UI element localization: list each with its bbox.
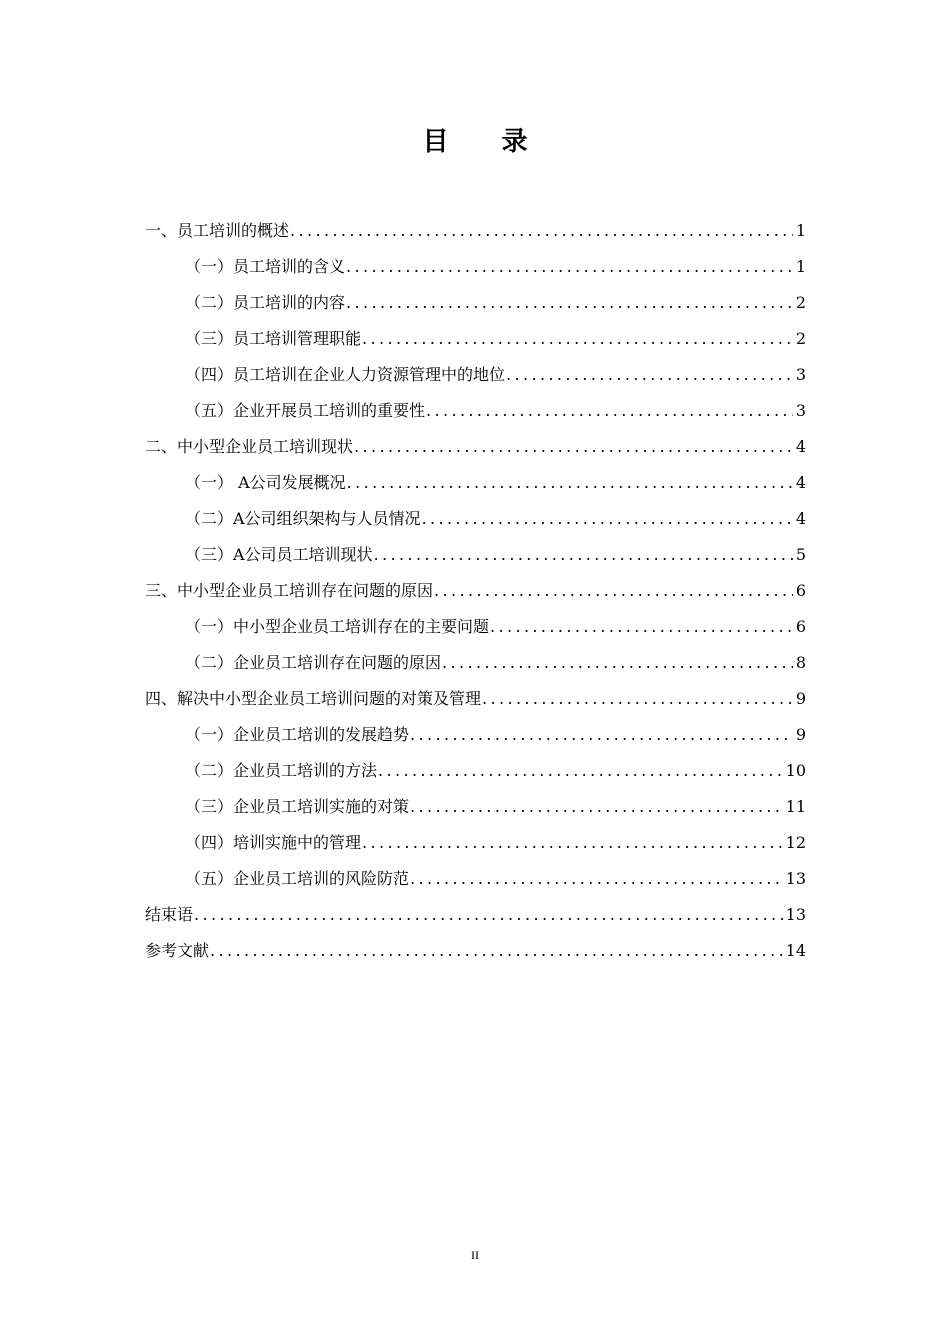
toc-dot-leader	[426, 400, 793, 422]
toc-entry-page: 4	[795, 437, 806, 456]
toc-entry-label: （二）员工培训的内容	[185, 293, 346, 312]
toc-dot-leader	[442, 652, 793, 674]
toc-dot-leader	[434, 580, 793, 602]
toc-entry[interactable]	[145, 746, 806, 782]
toc-entry-page: 8	[795, 653, 806, 672]
toc-entry-label: （二）企业员工培训的方法	[185, 761, 378, 780]
toc-entry[interactable]	[145, 602, 806, 638]
toc-entry-page: 11	[785, 797, 806, 816]
toc-dot-leader	[374, 544, 793, 566]
toc-entry-label: （一）企业员工培训的发展趋势	[185, 725, 410, 744]
toc-entry-label: （一） A公司发展概况	[185, 473, 346, 492]
toc-dot-leader	[482, 688, 793, 710]
toc-entry-page: 4	[795, 509, 806, 528]
toc-dot-leader	[490, 616, 793, 638]
toc-entry[interactable]	[145, 782, 806, 818]
toc-entry[interactable]	[145, 566, 806, 602]
toc-entry-page: 12	[785, 833, 806, 852]
toc-dot-leader	[410, 724, 793, 746]
toc-entry[interactable]	[145, 242, 806, 278]
toc-dot-leader	[194, 904, 783, 926]
toc-entry-page: 6	[795, 581, 806, 600]
toc-entry[interactable]	[145, 386, 806, 422]
toc-dot-leader	[347, 472, 793, 494]
toc-entry[interactable]	[145, 350, 806, 386]
toc-entry[interactable]	[145, 890, 806, 926]
toc-dot-leader	[210, 940, 783, 962]
toc-entry-page: 2	[795, 293, 806, 312]
toc-entry[interactable]	[145, 278, 806, 314]
toc-dot-leader	[410, 796, 783, 818]
toc-entry-page: 14	[785, 941, 806, 960]
toc-entry[interactable]	[145, 530, 806, 566]
toc-entry-page: 1	[795, 221, 806, 240]
toc-entry-page: 9	[795, 689, 806, 708]
footer-page-number: II	[471, 1248, 479, 1262]
toc-entry-label: （三）A公司员工培训现状	[185, 545, 373, 564]
toc-entry-label: 一、员工培训的概述	[145, 221, 290, 240]
toc-entry-label: 二、中小型企业员工培训现状	[145, 437, 354, 456]
toc-entry-label: （五）企业员工培训的风险防范	[185, 869, 410, 888]
toc-entry[interactable]	[145, 638, 806, 674]
toc-entry[interactable]	[145, 422, 806, 458]
toc-entry-page: 3	[795, 365, 806, 384]
toc-dot-leader	[362, 832, 783, 854]
toc-dot-leader	[290, 220, 793, 242]
toc-entry-page: 2	[795, 329, 806, 348]
toc-entry-page: 13	[785, 905, 806, 924]
toc-entry-label: （一）中小型企业员工培训存在的主要问题	[185, 617, 490, 636]
toc-dot-leader	[506, 364, 793, 386]
toc-entry[interactable]	[145, 206, 806, 242]
toc-entry-label: 三、中小型企业员工培训存在问题的原因	[145, 581, 434, 600]
toc-entry-label: 四、解决中小型企业员工培训问题的对策及管理	[145, 689, 482, 708]
toc-entry[interactable]	[145, 926, 806, 962]
toc-entry-label: （五）企业开展员工培训的重要性	[185, 401, 426, 420]
toc-dot-leader	[410, 868, 783, 890]
toc-entry-page: 6	[795, 617, 806, 636]
toc-dot-leader	[362, 328, 793, 350]
toc-entry-label: （一）员工培训的含义	[185, 257, 346, 276]
toc-entry-label: （二）A公司组织架构与人员情况	[185, 509, 421, 528]
toc-entry-page: 13	[785, 869, 806, 888]
toc-entry[interactable]	[145, 818, 806, 854]
toc-entry-label: 参考文献	[145, 941, 210, 960]
toc-entry[interactable]	[145, 674, 806, 710]
toc-dot-leader	[378, 760, 783, 782]
toc-dot-leader	[354, 436, 793, 458]
toc-entry-label: （四）培训实施中的管理	[185, 833, 362, 852]
toc-entry-page: 5	[795, 545, 806, 564]
toc-entry[interactable]	[145, 710, 806, 746]
toc-entry[interactable]	[145, 458, 806, 494]
toc-entry[interactable]	[145, 494, 806, 530]
toc-dot-leader	[346, 256, 793, 278]
page-title: 目 录	[422, 127, 550, 157]
table-of-contents	[145, 206, 806, 962]
toc-entry-page: 4	[795, 473, 806, 492]
toc-entry-page: 10	[785, 761, 806, 780]
toc-entry-page: 3	[795, 401, 806, 420]
toc-entry[interactable]	[145, 854, 806, 890]
toc-dot-leader	[422, 508, 793, 530]
toc-entry[interactable]	[145, 314, 806, 350]
toc-entry-page: 9	[795, 725, 806, 744]
toc-entry-label: （四）员工培训在企业人力资源管理中的地位	[185, 365, 506, 384]
toc-entry-label: 结束语	[145, 905, 194, 924]
toc-entry-label: （二）企业员工培训存在问题的原因	[185, 653, 442, 672]
toc-dot-leader	[346, 292, 793, 314]
toc-entry-page: 1	[795, 257, 806, 276]
toc-entry-label: （三）企业员工培训实施的对策	[185, 797, 410, 816]
toc-entry-label: （三）员工培训管理职能	[185, 329, 362, 348]
